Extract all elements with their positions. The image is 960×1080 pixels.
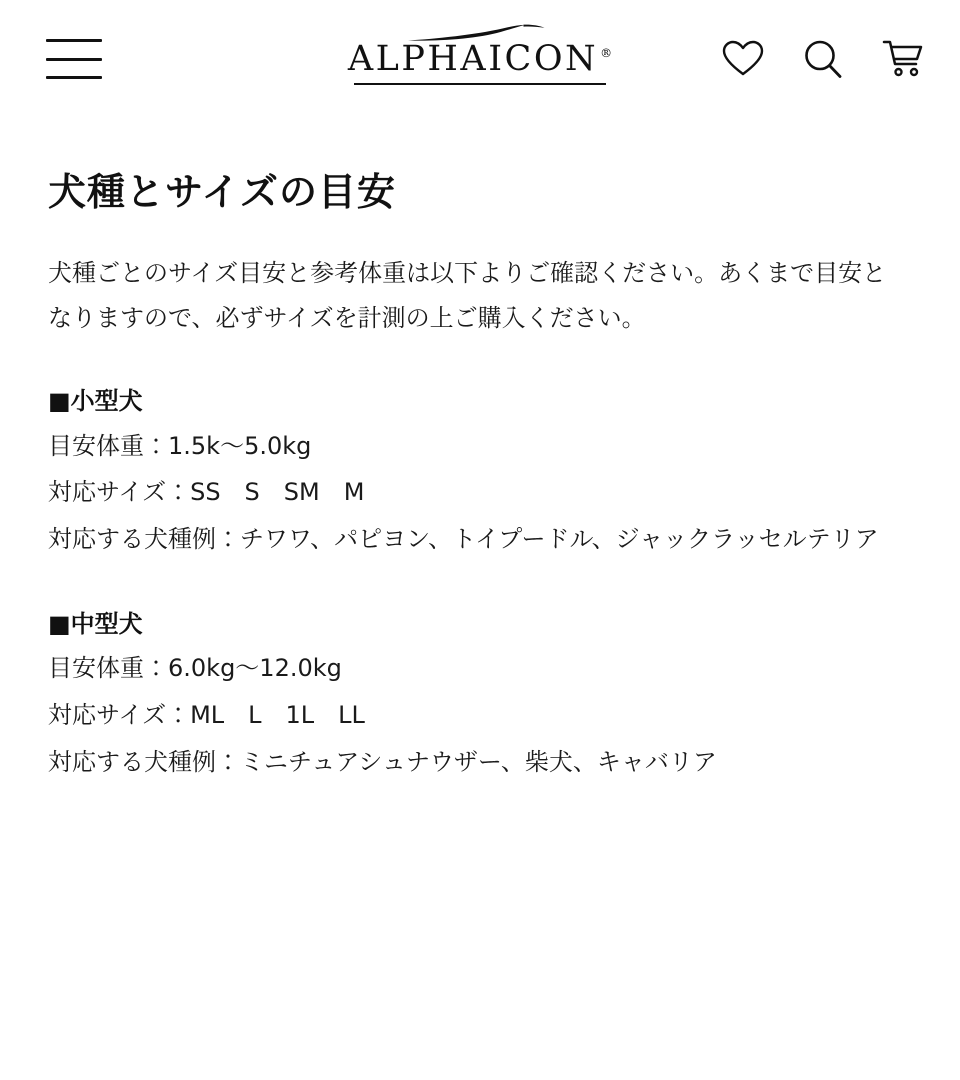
hamburger-line (46, 58, 102, 61)
section-heading: ■小型犬 (48, 387, 143, 416)
search-icon (802, 38, 844, 80)
section-heading: ■中型犬 (48, 609, 143, 638)
hamburger-menu-icon[interactable] (46, 39, 102, 79)
intro-paragraph: 犬種ごとのサイズ目安と参考体重は以下よりご確認ください。あくまで目安となりますので、必ずサイズを計測の上ご購入ください。 (48, 259, 887, 332)
section-sizes: 対応サイズ：SS S SM M (48, 478, 365, 507)
wishlist-button[interactable] (720, 36, 766, 82)
brand-name (347, 39, 613, 79)
brand-logo[interactable] (310, 20, 650, 85)
cart-icon (881, 38, 925, 80)
size-section-medium-dog (48, 605, 912, 786)
page-title: 犬種とサイズの目安 (48, 170, 396, 214)
cart-button[interactable] (880, 36, 926, 82)
brand-name-text: ALPHAICON (347, 39, 599, 79)
section-breeds: 対応する犬種例：チワワ、パピヨン、トイプードル、ジャックラッセルテリア (48, 525, 879, 554)
heart-icon (722, 40, 764, 78)
hamburger-line (46, 76, 102, 79)
section-weight: 目安体重：6.0kg〜12.0kg (48, 654, 342, 683)
size-section-small-dog (48, 382, 912, 563)
section-sizes: 対応サイズ：ML L 1L LL (48, 701, 365, 730)
brand-underline (354, 83, 606, 85)
header-icon-group (720, 36, 926, 82)
page-content (0, 118, 960, 786)
hamburger-line (46, 39, 102, 42)
registered-mark: ® (600, 46, 613, 61)
site-header (0, 0, 960, 118)
section-breeds: 対応する犬種例：ミニチュアシュナウザー、柴犬、キャバリア (48, 747, 717, 776)
section-weight: 目安体重：1.5k〜5.0kg (48, 431, 312, 460)
search-button[interactable] (800, 36, 846, 82)
